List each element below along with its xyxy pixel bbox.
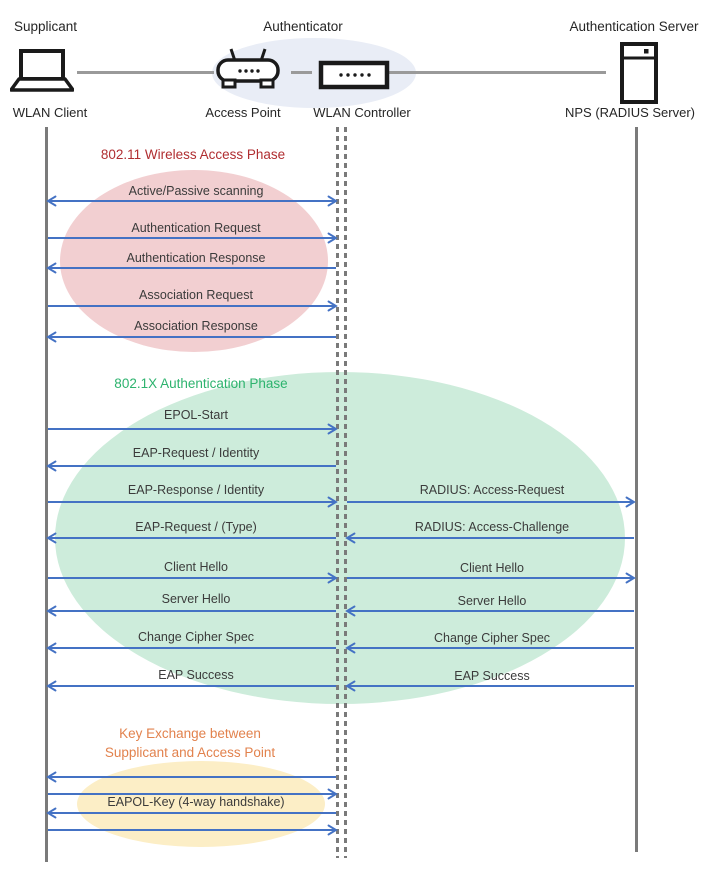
message-label: Association Request	[139, 288, 253, 302]
message-label: Authentication Request	[131, 221, 261, 235]
phase2-title: 802.1X Authentication Phase	[114, 376, 288, 391]
role-label-authenticator: Authenticator	[263, 19, 343, 34]
message-label: EAP-Request / Identity	[132, 446, 260, 460]
server-icon	[617, 41, 661, 110]
lifeline-wlan-client	[45, 127, 48, 862]
message-label: Server Hello	[457, 594, 527, 608]
message-label: Association Response	[134, 319, 258, 333]
message-label: RADIUS: Access-Challenge	[414, 520, 570, 534]
phase1-ellipse	[60, 170, 328, 352]
phase2-ellipse	[55, 372, 625, 704]
connector-client-ap	[77, 71, 214, 74]
phase3-title-line2: Supplicant and Access Point	[104, 745, 276, 760]
phase1-title: 802.11 Wireless Access Phase	[100, 147, 286, 162]
message-label: Client Hello	[164, 560, 228, 574]
node-label-wlan-controller: WLAN Controller	[313, 105, 411, 120]
message-label: EAP-Response / Identity	[127, 483, 265, 497]
lifeline-controller-dashed-left	[336, 127, 339, 858]
laptop-icon	[10, 46, 74, 101]
lifeline-controller-dashed-right	[344, 127, 347, 858]
node-label-nps-radius-server: NPS (RADIUS Server)	[564, 105, 696, 120]
access-point-icon	[214, 46, 282, 97]
role-label-authentication-server: Authentication Server	[569, 19, 699, 34]
node-label-wlan-client: WLAN Client	[12, 105, 88, 120]
lifeline-radius-server	[635, 127, 638, 852]
message-label: Active/Passive scanning	[128, 184, 264, 198]
message-label: EAP Success	[454, 669, 530, 683]
message-label: RADIUS: Access-Request	[419, 483, 565, 497]
phase3-title-line1: Key Exchange between	[119, 726, 261, 741]
message-label: EAP-Request / (Type)	[135, 520, 257, 534]
wlan-controller-icon	[318, 60, 390, 95]
message-label: Change Cipher Spec	[433, 631, 551, 645]
connector-ap-controller	[291, 71, 312, 74]
message-label: Client Hello	[460, 561, 524, 575]
role-label-supplicant: Supplicant	[14, 19, 78, 34]
connector-controller-server	[389, 71, 606, 74]
phase3-ellipse	[77, 761, 325, 847]
node-label-access-point: Access Point	[205, 105, 281, 120]
message-label: Server Hello	[161, 592, 231, 606]
message-label: EAP Success	[158, 668, 234, 682]
message-label: Change Cipher Spec	[137, 630, 255, 644]
phase3-title	[105, 724, 275, 762]
message-label: EAPOL-Key (4-way handshake)	[107, 795, 285, 809]
message-label: EPOL-Start	[164, 408, 228, 422]
message-label: Authentication Response	[126, 251, 266, 265]
